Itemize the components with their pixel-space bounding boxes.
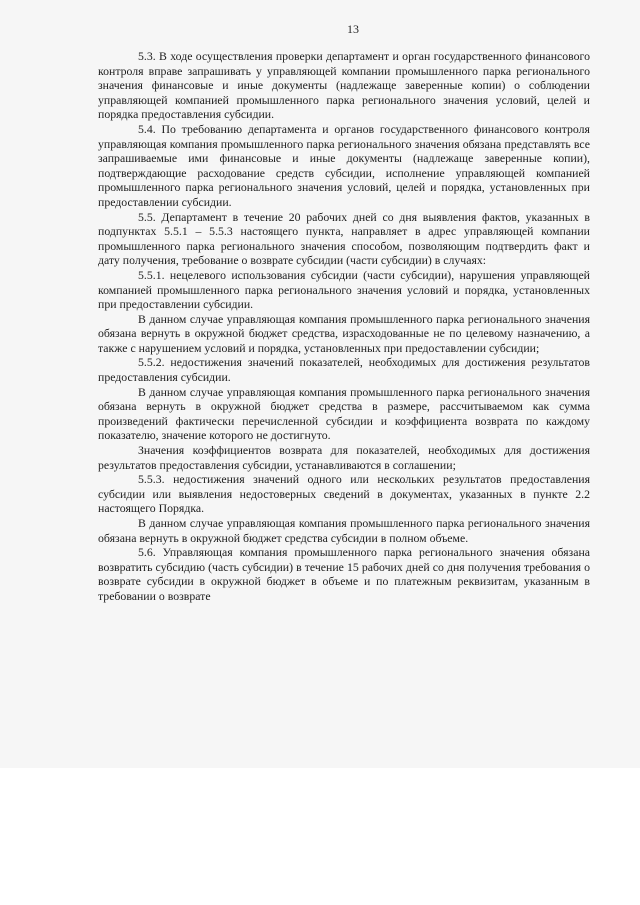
paragraph-5-5-3-detail: В данном случае управляющая компания промышленного парка регионального значения обязана вернуть в окружной бюджет средства субсидии в полном объеме. (98, 516, 590, 545)
paragraph-5-5-2-detail: В данном случае управляющая компания промышленного парка регионального значения обязана вернуть в окружной бюджет средства в размере, рассчитываемом как сумма произведений фактически перечисленной субсидии и коэффициента возврата по каждому показателю, значение которого не достигнуто. (98, 384, 590, 443)
paragraph-5-5-2-coefficients: Значения коэффициентов возврата для показателей, необходимых для достижения результатов предоставления субсидии, устанавливаются в соглашении; (98, 443, 590, 472)
paragraph-5-3: 5.3. В ходе осуществления проверки департамент и орган государственного финансового контроля вправе запрашивать у управляющей компании промышленного парка регионального значения финансовые и иные документы (надлежаще заверенные копии) о соблюдении управляющей компанией промышленного парка регионального значения условий, целей и порядка предоставления субсидии. (98, 49, 590, 122)
paragraph-5-5-1-detail: В данном случае управляющая компания промышленного парка регионального значения обязана вернуть в окружной бюджет средства, израсходованные не по целевому назначению, а также с нарушением условий и порядка, установленных при предоставлении субсидии; (98, 311, 590, 355)
paragraph-5-5-2: 5.5.2. недостижения значений показателей, необходимых для достижения результатов предоставления субсидии. (98, 355, 590, 385)
paragraph-5-5-3: 5.5.3. недостижения значений одного или нескольких результатов предоставления субсидии или выявления недостоверных сведений в документах, указанных в пункте 2.2 настоящего Порядка. (98, 472, 590, 516)
paragraph-5-6: 5.6. Управляющая компания промышленного парка регионального значения обязана возвратить субсидию (часть субсидии) в течение 15 рабочих дней со дня получения требования о возврате субсидии в окружной бюджет в объеме и по платежным реквизитам, указанным в требовании о возврате (98, 545, 590, 603)
paragraph-5-5: 5.5. Департамент в течение 20 рабочих дней со дня выявления фактов, указанных в подпунктах 5.5.1 – 5.5.3 настоящего пункта, направляет в адрес управляющей компании промышленного парка регионального значения способом, позволяющим подтвердить факт и дату получения, требование о возврате субсидии (части субсидии) в случаях: (98, 209, 590, 268)
blank-area (0, 768, 640, 905)
page-number: 13 (347, 22, 359, 36)
paragraph-5-4: 5.4. По требованию департамента и органов государственного финансового контроля управляющая компания промышленного парка регионального значения обязана представлять все запрашиваемые ими финансовые и иные документы (надлежаще заверенные копии), подтверждающие расходование средств субсидии, исполнение управляющей компанией промышленного парка регионального значения условий, целей и порядка, установленных при предоставлении субсидии. (98, 121, 590, 209)
paragraph-5-5-1: 5.5.1. нецелевого использования субсидии (части субсидии), нарушения управляющей компанией промышленного парка регионального значения условий и порядка, установленных при предоставлении субсидии. (98, 267, 590, 312)
